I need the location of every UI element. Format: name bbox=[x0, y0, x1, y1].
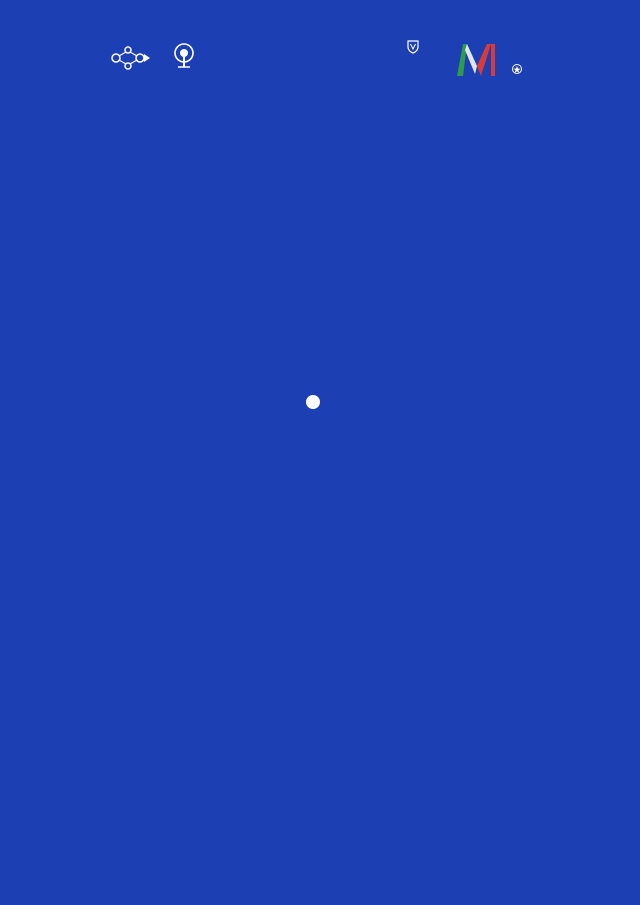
shield-icon bbox=[407, 40, 419, 54]
centro-studi-logo bbox=[170, 42, 320, 76]
network-icon bbox=[110, 44, 150, 72]
program-list bbox=[42, 643, 442, 702]
program-item bbox=[42, 643, 442, 663]
ministero-logo bbox=[455, 40, 615, 80]
program-item bbox=[42, 663, 442, 683]
rome-marker-dot bbox=[306, 395, 320, 409]
ministero-emblem-icon bbox=[455, 40, 525, 80]
entrobordo-logo bbox=[40, 40, 150, 76]
tree-icon bbox=[170, 42, 198, 70]
program-item bbox=[42, 682, 442, 702]
roma-municipio-logo bbox=[352, 40, 432, 76]
